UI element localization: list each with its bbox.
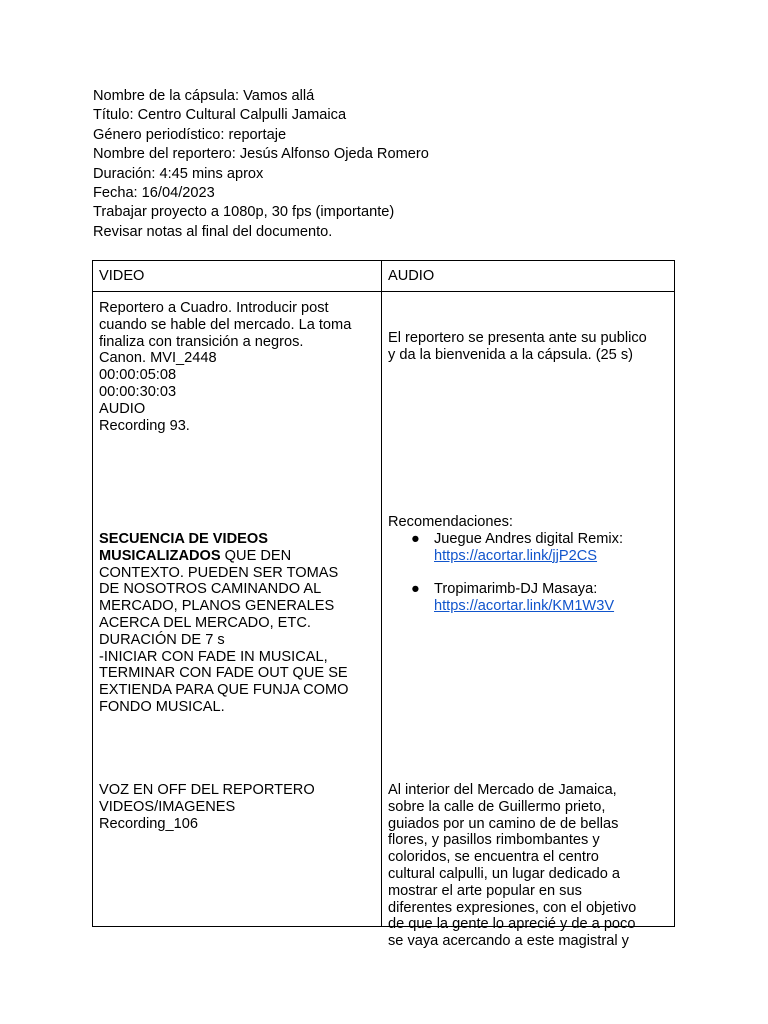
audio-line: mostrar el arte popular en sus: [388, 882, 582, 899]
audio-line: cultural calpulli, un lugar dedicado a: [388, 865, 621, 882]
list-item: [388, 581, 669, 615]
song-name: Tropimarimb-DJ Masaya:: [434, 581, 598, 598]
video-cell: [93, 292, 382, 927]
capsule-info: [93, 87, 429, 242]
audio-line: sobre la calle de Guillermo prieto,: [388, 798, 606, 815]
recommendations-title: Recomendaciones:: [388, 514, 513, 530]
video-line: AUDIO: [99, 400, 146, 417]
audio-line: flores, y pasillos rimbombantes y: [388, 832, 600, 849]
video-line: DE NOSOTROS CAMINANDO AL: [99, 581, 322, 598]
video-line: -INICIAR CON FADE IN MUSICAL,: [99, 648, 328, 665]
audio-line: coloridos, se encuentra el centro: [388, 849, 599, 866]
audio-cell: [382, 292, 675, 950]
reporter-line: Nombre del reportero: Jesús Alfonso Ojeda Romero: [93, 146, 429, 163]
video-line: Canon. MVI_2448: [99, 350, 217, 367]
song-name: Juegue Andres digital Remix:: [434, 530, 624, 547]
video-line: cuando se hable del mercado. La toma: [99, 316, 352, 333]
recommendations-list: [388, 531, 669, 615]
sequence-title-bold: MUSICALIZADOS: [99, 547, 221, 564]
title-line: Título: Centro Cultural Calpulli Jamaica: [93, 107, 347, 124]
duration-line: Duración: 4:45 mins aprox: [93, 165, 264, 182]
project-settings-line: Trabajar proyecto a 1080p, 30 fps (importante): [93, 204, 395, 221]
video-line: ACERCA DEL MERCADO, ETC.: [99, 614, 311, 631]
video-block-voiceover: [99, 782, 376, 832]
bullet-icon: ●: [411, 581, 420, 598]
audio-line: se vaya acercando a este magistral y: [388, 933, 629, 950]
audio-line: El reportero se presenta ante su publico: [388, 330, 647, 346]
bullet-icon: ●: [411, 530, 420, 547]
script-table: [92, 260, 675, 950]
table-row: [93, 292, 675, 927]
audio-line: y da la bienvenida a la cápsula. (25 s): [388, 346, 634, 363]
sequence-title-rest: QUE DEN: [220, 547, 292, 564]
video-line: 00:00:05:08: [99, 367, 177, 384]
table-header-row: [93, 261, 675, 292]
audio-block-recommendations: [388, 514, 669, 615]
video-line: Recording_106: [99, 815, 198, 832]
video-block-reporter: [99, 300, 376, 434]
capsule-name-line: Nombre de la cápsula: Vamos allá: [93, 88, 315, 104]
video-line: Recording 93.: [99, 417, 190, 434]
video-line: VOZ EN OFF DEL REPORTERO: [99, 782, 315, 798]
video-line: Reportero a Cuadro. Introducir post: [99, 300, 329, 316]
video-header: VIDEO: [99, 268, 145, 284]
list-item: [388, 531, 669, 581]
video-line: 00:00:30:03: [99, 383, 177, 400]
video-line: MERCADO, PLANOS GENERALES: [99, 598, 335, 615]
sequence-title-line: SECUENCIA DE VIDEOS: [99, 531, 268, 547]
video-line: finaliza con transición a negros.: [99, 333, 304, 350]
audio-line: guiados por un camino de de bellas: [388, 815, 619, 832]
video-line: FONDO MUSICAL.: [99, 698, 225, 715]
audio-block-intro: [388, 330, 669, 364]
genre-line: Género periodístico: reportaje: [93, 126, 287, 143]
video-header-cell: [93, 261, 382, 292]
video-line: DURACIÓN DE 7 s: [99, 631, 225, 648]
video-line: VIDEOS/IMAGENES: [99, 798, 236, 815]
video-block-sequence: [99, 531, 376, 716]
audio-header-cell: [382, 261, 675, 292]
audio-line: Al interior del Mercado de Jamaica,: [388, 782, 617, 798]
date-line: Fecha: 16/04/2023: [93, 185, 215, 202]
video-line: CONTEXTO. PUEDEN SER TOMAS: [99, 564, 339, 581]
audio-header: AUDIO: [388, 268, 435, 284]
audio-block-narration: [388, 782, 669, 950]
notes-reminder-line: Revisar notas al final del documento.: [93, 223, 333, 240]
audio-line: diferentes expresiones, con el objetivo: [388, 899, 637, 916]
video-line: TERMINAR CON FADE OUT QUE SE: [99, 665, 348, 682]
song-link[interactable]: https://acortar.link/KM1W3V: [434, 597, 615, 614]
audio-line: de que la gente lo aprecié y de a poco: [388, 916, 636, 933]
video-line: EXTIENDA PARA QUE FUNJA COMO: [99, 682, 349, 699]
video-line: [99, 548, 376, 565]
song-link[interactable]: https://acortar.link/jjP2CS: [434, 547, 598, 564]
